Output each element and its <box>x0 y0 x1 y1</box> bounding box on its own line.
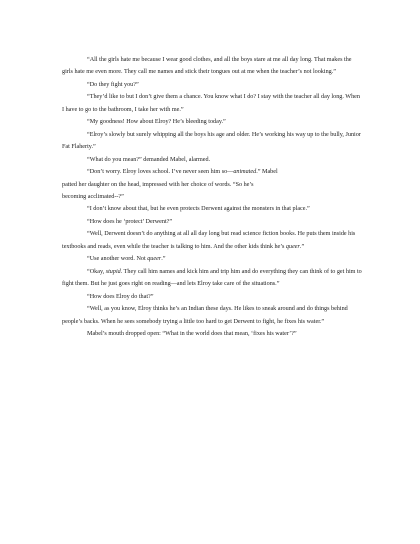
paragraph <box>62 79 362 91</box>
paragraph-text: “Don’t worry. Elroy loves school. I’ve never seen him so— <box>87 169 234 176</box>
paragraph-text: . They call him names and kick him and trip him and do everything they can think of to get him to fight them. But he just goes right on reading—and lets Elroy take care of the situations.” <box>62 268 362 288</box>
paragraph-text: “Elroy’s slowly but surely whipping all the boys his age and older. He’s working his way up to the bully, Junior Fat Flaherty.” <box>62 131 361 151</box>
paragraph-text: “Use another word. Not <box>87 256 148 263</box>
paragraph <box>62 253 362 265</box>
paragraph <box>62 291 362 303</box>
paragraph-text: “Well, Derwent doesn’t do anything at all all day long but read science fiction books. He puts them inside his textbooks and reads, even while the teacher is talking to him. And the other kids think he’s <box>62 231 356 250</box>
paragraph-text: “My goodness! How about Elroy? He’s bleeding today.” <box>87 119 226 126</box>
paragraph-text: becoming acclimated--?” <box>62 193 124 200</box>
paragraph-text: “I don’t know about that, but he even protects Derwent against the monsters in that place.” <box>87 206 310 213</box>
paragraph-text: “How does Elroy do that?” <box>87 293 154 300</box>
paragraph-text: .” <box>299 243 305 250</box>
paragraph <box>62 303 362 328</box>
paragraph <box>62 191 362 203</box>
paragraph-text: patted her daughter on the head, impressed with her choice of words. “So he’s <box>62 181 254 188</box>
emphasis-text: queer <box>147 256 162 263</box>
emphasis-text: animated <box>233 169 257 176</box>
paragraph <box>62 266 362 291</box>
body-text <box>62 54 362 340</box>
paragraph <box>62 216 362 228</box>
paragraph <box>62 154 362 166</box>
paragraph <box>62 328 362 340</box>
paragraph-text: “They’d like to but I don’t give them a chance. You know what I do? I stay with the teacher all day long. When I have to go to the bathroom, I take her with me.” <box>62 94 360 113</box>
paragraph-text: “Well, as you know, Elroy thinks he’s an Indian these days. He likes to sneak around and do things behind people’s backs. When he sees somebody trying a little too hard to get Derwent to fight, he fixes his water.” <box>62 306 348 325</box>
paragraph <box>62 91 362 116</box>
paragraph <box>62 116 362 128</box>
paragraph-text: Mabel’s mouth dropped open: “What in the world does that mean, ‘fixes his water’?” <box>87 330 297 337</box>
emphasis-text: queer <box>285 243 300 250</box>
paragraph <box>62 129 362 154</box>
paragraph <box>62 203 362 215</box>
paragraph-text: “How does he ‘protect’ Derwent?” <box>87 218 173 225</box>
paragraph-text: .” Mabel <box>256 169 278 176</box>
paragraph-text: “All the girls hate me because I wear good clothes, and all the boys stare at me all day long. That makes the girls hate me even more. They call me names and stick their tongues out at me when the teacher’s not looking.” <box>62 57 352 76</box>
paragraph <box>62 54 362 79</box>
paragraph <box>62 166 362 178</box>
emphasis-text: stupid <box>105 268 121 275</box>
paragraph <box>62 228 362 253</box>
paragraph-text: “Do they fight you?” <box>87 81 139 88</box>
paragraph-text: .” <box>161 256 166 263</box>
paragraph-text: “Okay, <box>87 268 106 275</box>
paragraph-text: “What do you mean?” demanded Mabel, alarmed. <box>87 156 211 163</box>
paragraph <box>62 179 362 191</box>
